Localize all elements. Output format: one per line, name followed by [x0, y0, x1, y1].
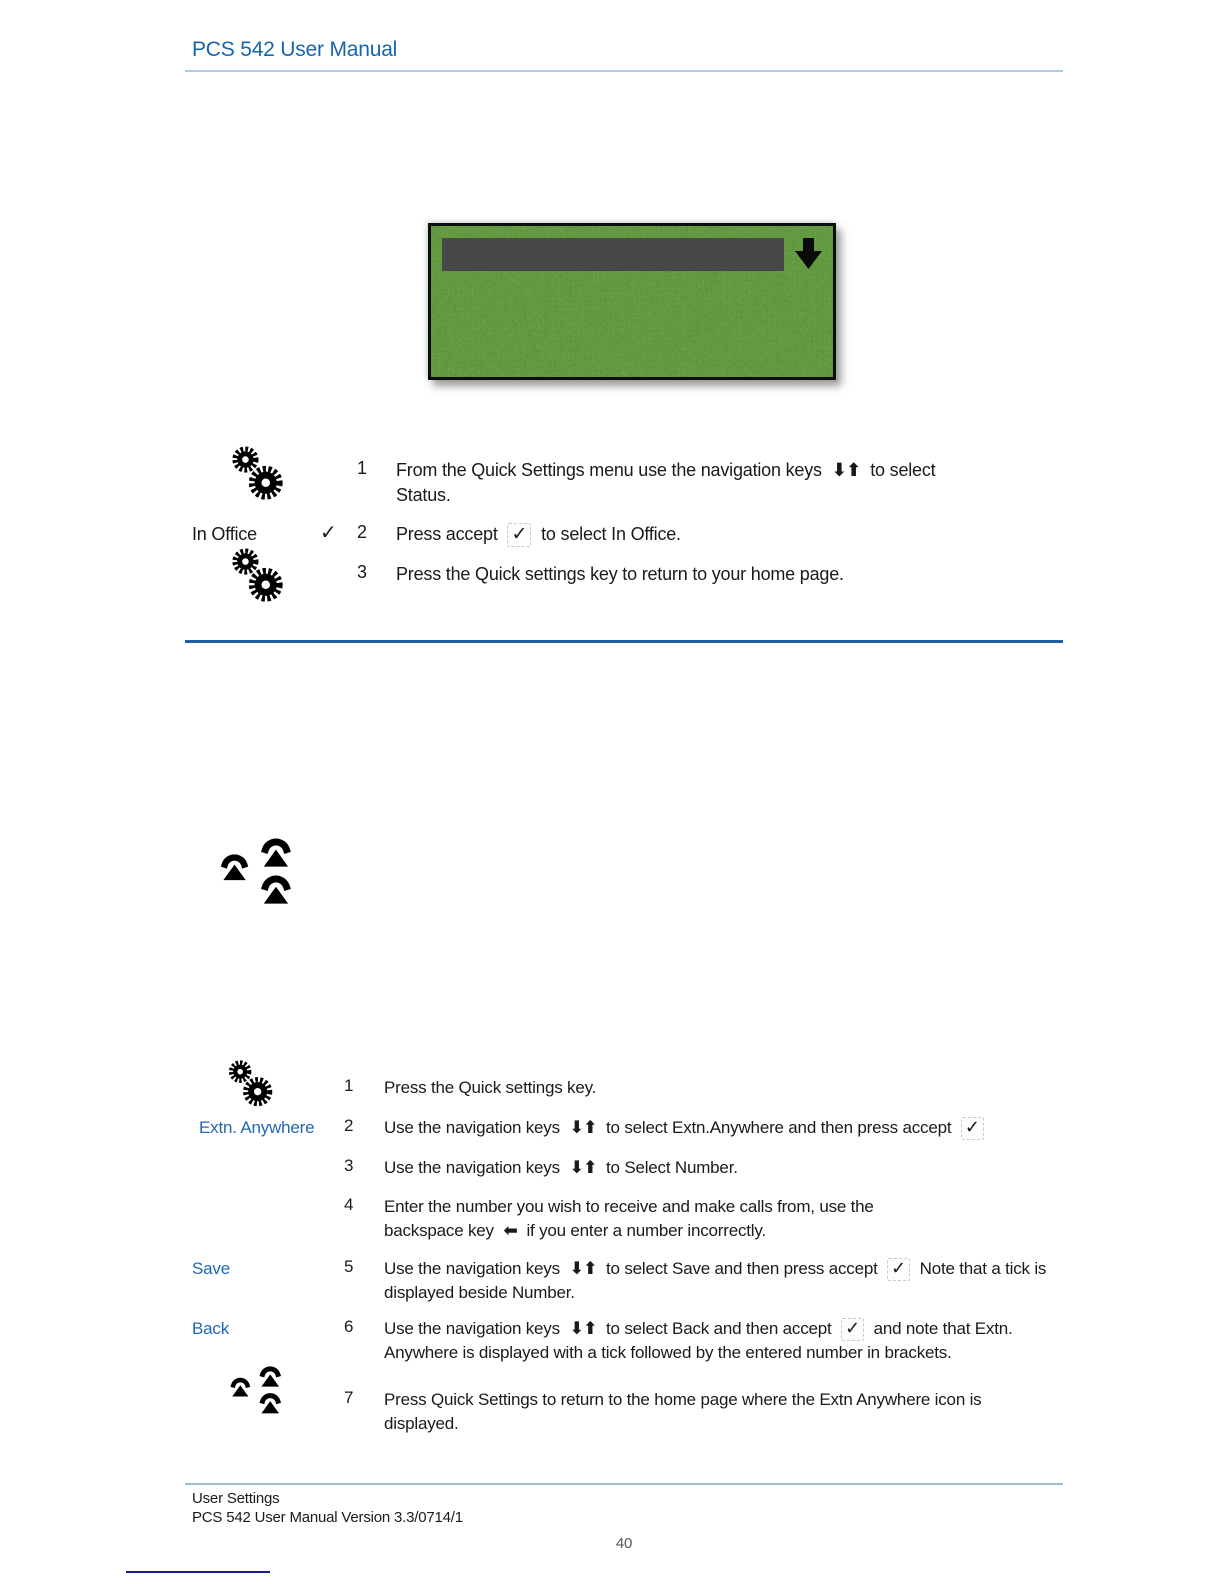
accept-key-icon: ✓ — [887, 1258, 910, 1281]
accept-key-icon: ✓ — [961, 1117, 984, 1140]
nav-keys-icon: ⬇⬆ — [569, 1259, 597, 1279]
backspace-key-icon: ⬅ — [503, 1221, 517, 1241]
accept-key-icon: ✓ — [841, 1318, 864, 1341]
screen-selection-bar — [442, 238, 784, 271]
step-text: Use the navigation keys ⬇⬆ to select Save and then press accept ✓ Note that a tick is displayed beside Number. — [384, 1258, 1047, 1302]
step-number: 6 — [344, 1317, 354, 1336]
section-divider — [185, 640, 1063, 643]
nav-keys-icon: ⬇⬆ — [569, 1118, 597, 1138]
step-number: 1 — [357, 458, 367, 478]
step-number: 2 — [344, 1116, 354, 1135]
step-text: Use the navigation keys ⬇⬆ to select Back and then accept ✓ and note that Extn. Anywhere is displayed with a tick followed by the entered number in brackets. — [384, 1318, 1013, 1362]
footer-version: PCS 542 User Manual Version 3.3/0714/1 — [192, 1509, 463, 1526]
step-number: 4 — [344, 1195, 354, 1214]
footnote-rule — [126, 1571, 270, 1573]
tick-icon: ✓ — [320, 520, 337, 544]
menu-label-back: Back — [192, 1319, 229, 1338]
step-number: 5 — [344, 1257, 354, 1276]
step-text: Use the navigation keys ⬇⬆ to select Extn.Anywhere and then press accept ✓ — [384, 1116, 1074, 1140]
menu-label-extn-anywhere: Extn. Anywhere — [199, 1118, 315, 1137]
scroll-down-arrow-icon — [794, 237, 824, 271]
step-number: 1 — [344, 1076, 354, 1095]
lcd-screen-figure — [428, 223, 836, 380]
step-text: Use the navigation keys ⬇⬆ to Select Number. — [384, 1158, 738, 1178]
step-text: Press accept ✓ to select In Office. — [396, 523, 681, 545]
step-number: 3 — [357, 562, 367, 582]
accept-key-icon: ✓ — [507, 523, 531, 547]
step-number: 7 — [344, 1388, 354, 1407]
page-number: 40 — [615, 1535, 633, 1552]
step-text: Enter the number you wish to receive and make calls from, use the backspace key ⬅ if you enter a number incorrectly. — [384, 1197, 874, 1241]
extn-anywhere-phones-icon — [220, 838, 298, 910]
quick-settings-gears-icon — [229, 446, 287, 504]
menu-label-save: Save — [192, 1259, 230, 1278]
step-number: 2 — [357, 522, 367, 542]
footer-section-name: User Settings — [192, 1490, 280, 1507]
nav-keys-icon: ⬇⬆ — [569, 1319, 597, 1339]
step-number: 3 — [344, 1156, 354, 1175]
header-divider — [185, 70, 1063, 72]
quick-settings-gears-icon — [229, 548, 287, 606]
page-title: PCS 542 User Manual — [192, 38, 398, 61]
extn-anywhere-phones-icon — [230, 1366, 286, 1418]
quick-settings-gears-icon — [226, 1060, 276, 1110]
step-text: Press the Quick settings key. — [384, 1078, 597, 1097]
step-text: Press the Quick settings key to return to your home page. — [396, 564, 844, 584]
status-label-in-office: In Office — [192, 524, 257, 544]
footer-divider — [185, 1483, 1063, 1485]
nav-keys-icon: ⬇⬆ — [831, 460, 861, 481]
step-text: From the Quick Settings menu use the navigation keys ⬇⬆ to select Status. — [396, 460, 936, 505]
nav-keys-icon: ⬇⬆ — [569, 1158, 597, 1178]
step-text: Press Quick Settings to return to the home page where the Extn Anywhere icon is displayed. — [384, 1390, 982, 1433]
